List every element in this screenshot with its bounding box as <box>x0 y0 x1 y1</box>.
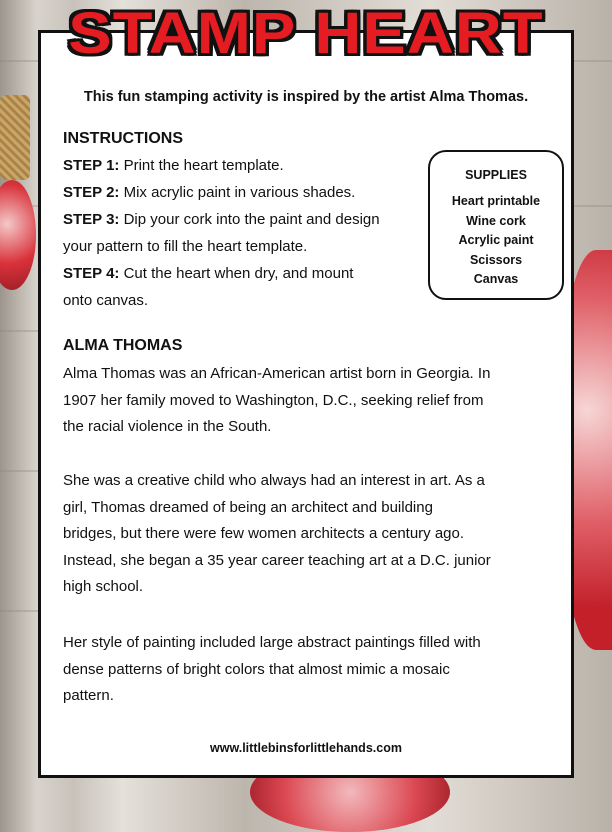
bio-paragraph-2 <box>63 468 563 601</box>
step-1 <box>63 153 284 180</box>
subtitle: This fun stamping activity is inspired by the artist Alma Thomas. <box>83 89 529 105</box>
bio-line: She was a creative child who always had an interest in art. As a <box>63 472 485 489</box>
bio-paragraph-3 <box>63 630 563 710</box>
step-3 <box>63 207 380 260</box>
instructions-heading: INSTRUCTIONS <box>63 130 183 147</box>
step-text: Cut the heart when dry, and mount <box>123 265 354 282</box>
step-text: Dip your cork into the paint and design <box>123 211 380 228</box>
bio-line: dense patterns of bright colors that almost mimic a mosaic <box>63 660 450 678</box>
step-2 <box>63 180 355 207</box>
step-label: STEP 3: <box>63 211 120 228</box>
bio-line: Instead, she began a 35 year career teaching art at a D.C. junior <box>63 551 491 569</box>
bio-heading: ALMA THOMAS <box>63 337 183 354</box>
supplies-title: SUPPLIES <box>465 168 527 182</box>
bio-line: high school. <box>63 578 144 595</box>
step-label: STEP 2: <box>63 184 120 201</box>
supply-item: Acrylic paint <box>458 233 534 247</box>
step-text: onto canvas. <box>63 291 149 309</box>
supply-item: Heart printable <box>451 194 541 208</box>
bio-line: the racial violence in the South. <box>63 418 272 435</box>
bio-paragraph-1 <box>63 361 563 441</box>
step-label: STEP 4: <box>63 265 120 282</box>
bio-line: 1907 her family moved to Washington, D.C., seeking relief from <box>63 391 484 409</box>
supplies-box <box>428 150 564 300</box>
bio-line: pattern. <box>63 687 114 704</box>
step-text: your pattern to fill the heart template. <box>63 237 308 255</box>
bio-line: bridges, but there were few women architects a century ago. <box>63 525 465 542</box>
step-text: Mix acrylic paint in various shades. <box>123 184 356 201</box>
bio-line: Her style of painting included large abstract paintings filled with <box>63 634 481 651</box>
bio-line: girl, Thomas dreamed of being an architect and building <box>63 498 433 516</box>
bio-line: Alma Thomas was an African-American artist born in Georgia. In <box>63 365 491 382</box>
red-paint-stamp-left <box>0 180 36 290</box>
step-4 <box>63 261 353 314</box>
supply-item: Canvas <box>473 272 519 286</box>
step-label: STEP 1: <box>63 157 120 174</box>
supply-item: Scissors <box>469 252 523 267</box>
wine-cork-photo <box>0 95 30 180</box>
footer-url: www.littlebinsforlittlehands.com <box>210 741 402 755</box>
step-text: Print the heart template. <box>123 157 284 174</box>
page-title: STAMP HEART <box>68 1 544 66</box>
supply-item: Wine cork <box>466 213 526 228</box>
